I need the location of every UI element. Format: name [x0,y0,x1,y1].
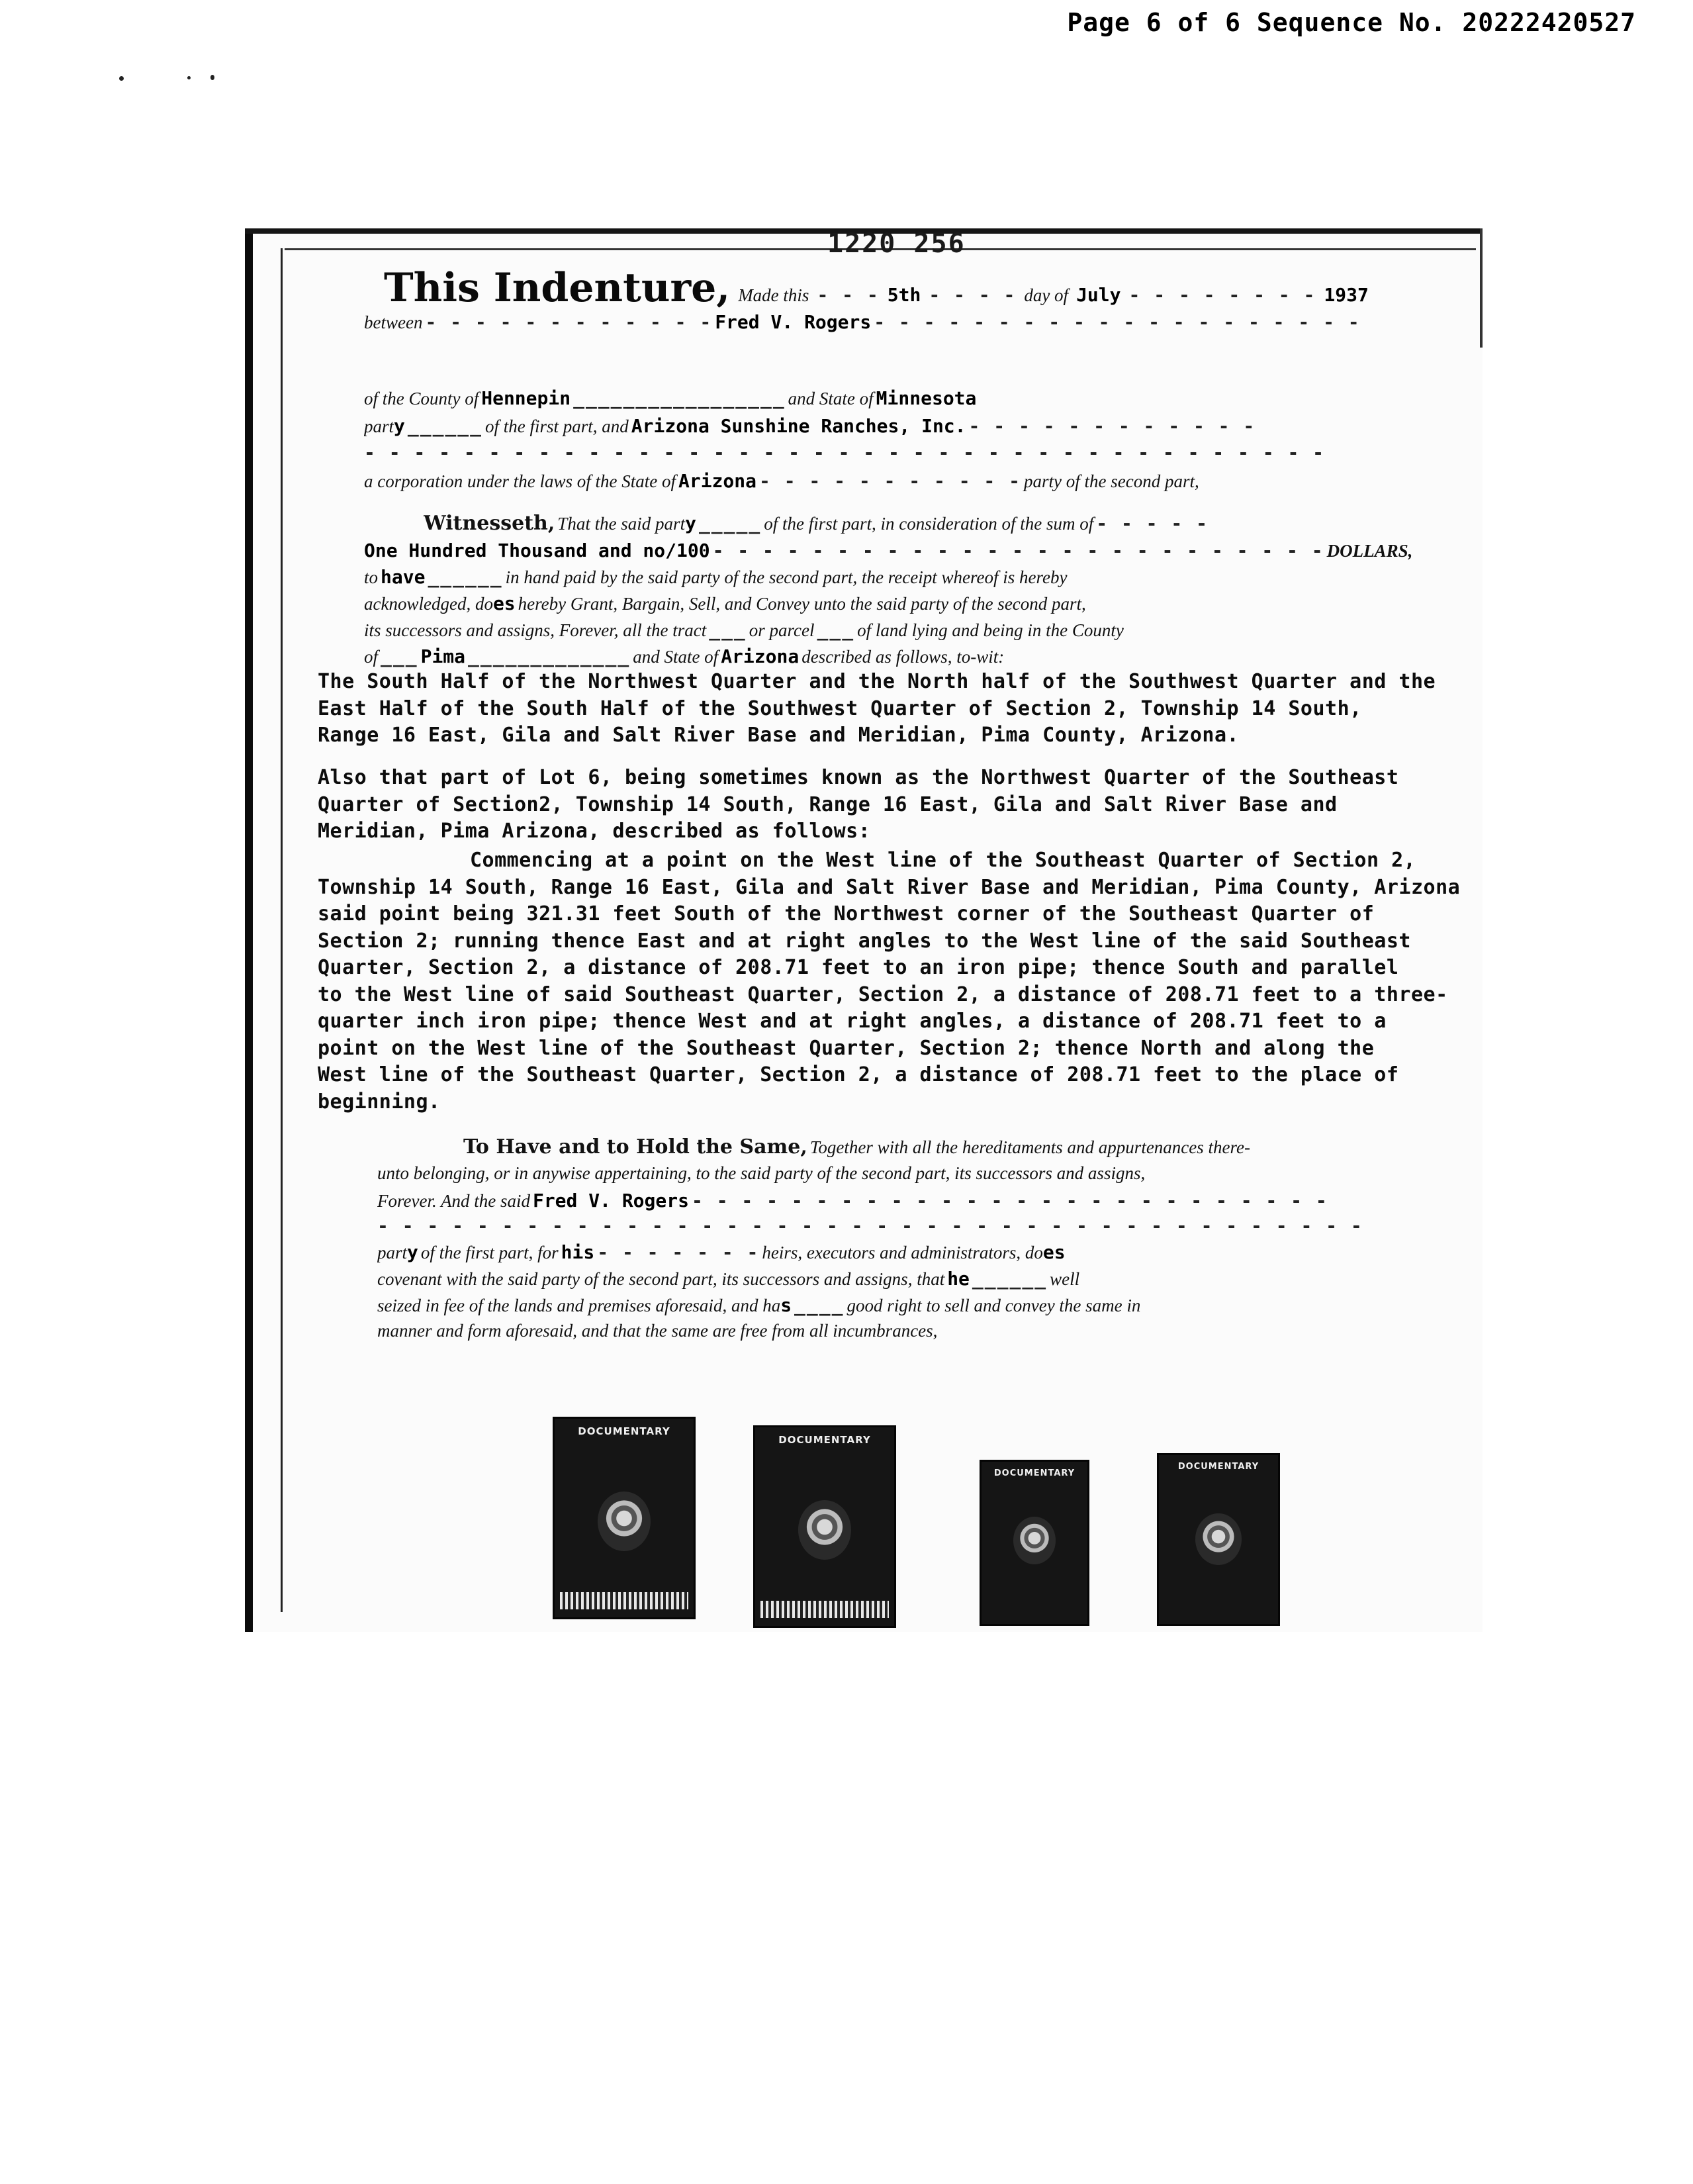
month-value: July [1076,284,1121,306]
scan-speck [210,75,214,80]
party-suffix: y [394,415,405,437]
witnesseth-line [424,512,1608,535]
witnesseth-title: Witnesseth, [424,512,555,535]
indenture-title: This Indenture, [384,265,731,311]
successors-line [364,619,1549,641]
of-county-label: of the County of [364,389,479,408]
blank-fill: ____ [794,1294,845,1316]
blank-fill: _________________ [573,387,786,409]
cov-incumbrances-label: manner and form aforesaid, and that the same are free from all incumbrances, [377,1321,938,1341]
blank-fill: ______ [407,415,483,437]
covenant-line-1 [377,1241,1562,1263]
deed-left-border [245,228,253,1632]
blank-fill: - - - - - [1096,512,1209,534]
habendum-line-3 [377,1190,1562,1211]
blank-fill: - - - - - - - - [1128,284,1316,306]
party-line [364,415,1549,437]
grant-line [364,593,1549,614]
does-suffix: es [492,593,516,614]
dollars-label: DOLLARS, [1326,541,1413,561]
hand-paid-line [364,566,1549,588]
described-label: described as follows, to-wit: [801,647,1005,667]
habendum-text-1: Together with all the hereditaments and appurtenances there- [809,1137,1250,1157]
blank-fill: - - - - - - - - - - - - [968,415,1256,437]
cov-his-value: his [561,1241,595,1263]
cov-first-part-label: of the first part, for [420,1243,559,1262]
county-value: Hennepin [481,387,571,409]
covenant-line-3 [377,1294,1562,1316]
dash-line [377,1215,1562,1237]
cov-well-label: well [1050,1269,1080,1289]
blank-fill: - - - - - - - - - - - - [425,311,713,333]
stamp-band [760,1601,889,1618]
grant-text: hereby Grant, Bargain, Sell, and Convey unto the said party of the second part, [518,594,1086,614]
in-hand-text: in hand paid by the said party of the second part, the receipt whereof is hereby [505,567,1068,587]
blank-fill: - - - - - - - - - - - [759,470,1022,492]
day-of-label: day of [1024,285,1069,305]
blank-fill: _____ [698,512,762,534]
cov-covenant-label: covenant with the said party of the second part, its successors and assigns, that [377,1269,945,1289]
blank-fill: ___ [381,645,418,667]
blank-fill: - - - [817,284,880,306]
first-part-label: of the first part, and [485,416,629,436]
county2-line [364,645,1549,667]
consideration-label: of the first part, in consideration of the sum of [764,514,1094,534]
grantor-name: Fred V. Rogers [715,311,872,333]
county2-value: Pima [420,645,466,667]
stamp-portrait-icon [1013,1517,1056,1564]
state2-label: and State of [633,647,719,667]
party-label: part [364,416,394,436]
deed-document [245,228,1483,1632]
sum-line [364,540,1549,561]
cov-s-suffix: s [780,1294,792,1316]
county-line [364,387,1549,409]
stamp-portrait-icon [598,1492,651,1551]
covenant-line-2 [377,1268,1562,1290]
grantee-name: Arizona Sunshine Ranches, Inc. [631,415,966,437]
habendum-text-2: unto belonging, or in anywise appertaining, to the said party of the second part, its successors and assigns, [377,1163,1146,1183]
documentary-stamp [553,1417,696,1619]
blank-fill: - - - - - - - - - - - - - - - - - - - - - - - - - - [691,1190,1328,1211]
habendum-line-1 [463,1135,1648,1159]
blank-fill: - - - - - - - - - - - - - - - - - - - - - - - - - [712,540,1324,561]
blank-fill: ___ [709,619,747,641]
stamp-label: DOCUMENTARY [993,1468,1075,1478]
or-parcel-text: or parcel [749,620,815,640]
book-page-reference: 1220 256 [827,228,966,259]
stamp-label: DOCUMENTARY [1177,1462,1259,1472]
made-this-label: Made this [738,285,809,305]
blank-fill: - - - - - - - - - - - - - - - - - - - - [874,311,1361,333]
party-suffix: y [685,512,696,534]
habendum-grantor: Fred V. Rogers [532,1190,689,1211]
stamp-label: DOCUMENTARY [778,1434,871,1446]
blank-fill: _____________ [468,645,631,667]
blank-fill: ___ [817,619,855,641]
legal-description-para-1: The South Half of the Northwest Quarter and the North half of the Southwest Quarter and the East Half of the South Half of the Southwest Quarter of Section 2, Township 14 South, Range 16 East, Gila and Salt River Base and Meridian, Pima County, Arizona. [318,670,1436,747]
scan-speck [119,76,124,81]
blank-fill: - - - - - - - - - - - - - - - - - - - - - - - - - - - - - - - - - - - - - - - - [377,1215,1363,1237]
cov-seized-label: seized in fee of the lands and premises aforesaid, and ha [377,1296,781,1315]
have-value: have [381,566,426,588]
second-party-label: party of the second part, [1024,471,1199,491]
corporation-line [364,470,1549,492]
state2-value: Arizona [721,645,800,667]
land-text: of land lying and being in the County [857,620,1124,640]
blank-fill: - - - - - - - - - - - - - - - - - - - - - - - - - - - - - - - - - - - - - - - [364,442,1326,463]
deed-left-rule [281,248,283,1612]
blank-fill: ______ [972,1268,1048,1290]
sum-value: One Hundred Thousand and no/100 [364,540,710,561]
habendum-title: To Have and to Hold the Same, [463,1135,807,1159]
documentary-stamp [980,1460,1089,1626]
cov-right-label: good right to sell and convey the same in [846,1296,1141,1315]
day-value: 5th [887,284,921,306]
that-said-label: That the said part [557,514,686,534]
state-label: and State of [788,389,874,408]
stamp-portrait-icon [798,1500,851,1560]
dash-line [364,442,1549,463]
documentary-stamp [1157,1453,1280,1626]
habendum-line-2 [377,1163,1562,1184]
scan-speck [187,76,191,79]
state-value: Minnesota [876,387,977,409]
habendum-text-3: Forever. And the said [377,1191,530,1211]
cov-he-value: he [947,1268,970,1290]
year-value: 1937 [1324,284,1369,306]
cov-heirs-label: heirs, executors and administrators, do [762,1243,1043,1262]
title-line [384,265,1569,311]
blank-fill: ______ [428,566,503,588]
acknowledged-text: acknowledged, do [364,594,493,614]
legal-description-para-2: Also that part of Lot 6, being sometimes known as the Northwest Quarter of the Southeast Quarter of Section2, Township 14 South, Range 16 East, Gila and Salt River Base and Meridian, Pima Arizona, described as follows: [318,766,1399,843]
legal-description-para-3: Commencing at a point on the West line of the Southeast Quarter of Section 2, Township 14 South, Range 16 East, Gila and Salt River Base and Meridian, Pima County, Arizona said point being 321.31 feet South of the Northwest corner of the Southeast Quarter of Section 2; running thence East and at right angles to the West line of the said Southeast Quarter, Section 2, a distance of 208.71 feet to an iron pipe; thence South and parallel to the West line of said Southeast Quarter, Section 2, a distance of 208.71 feet to a three- quarter inch iron pipe; thence West and at right angles, a distance of 208.71 feet to a point on the West line of the Southeast Quarter, Section 2; thence North and along the West line of the Southeast Quarter, Section 2, a distance of 208.71 feet to the place of beginning. [318,849,1461,1114]
of-label: of [364,647,379,667]
stamp-portrait-icon [1195,1513,1242,1565]
stamp-label: DOCUMENTARY [578,1425,670,1437]
to-label: to [364,567,379,587]
cov-part-label: part [377,1243,408,1262]
between-line [364,311,1549,333]
corporation-label: a corporation under the laws of the State of [364,471,676,491]
covenant-line-4 [377,1321,1562,1341]
cov-es-suffix: es [1042,1241,1066,1263]
stamp-band [560,1592,688,1609]
successors-text: its successors and assigns, Forever, all the tract [364,620,707,640]
between-label: between [364,312,423,332]
corporation-state: Arizona [678,470,756,492]
page-header: Page 6 of 6 Sequence No. 20222420527 [1067,8,1636,37]
documentary-stamp [753,1425,896,1628]
blank-fill: - - - - - - - [597,1241,760,1263]
party-suffix: y [407,1241,418,1263]
blank-fill: - - - - [929,284,1017,306]
